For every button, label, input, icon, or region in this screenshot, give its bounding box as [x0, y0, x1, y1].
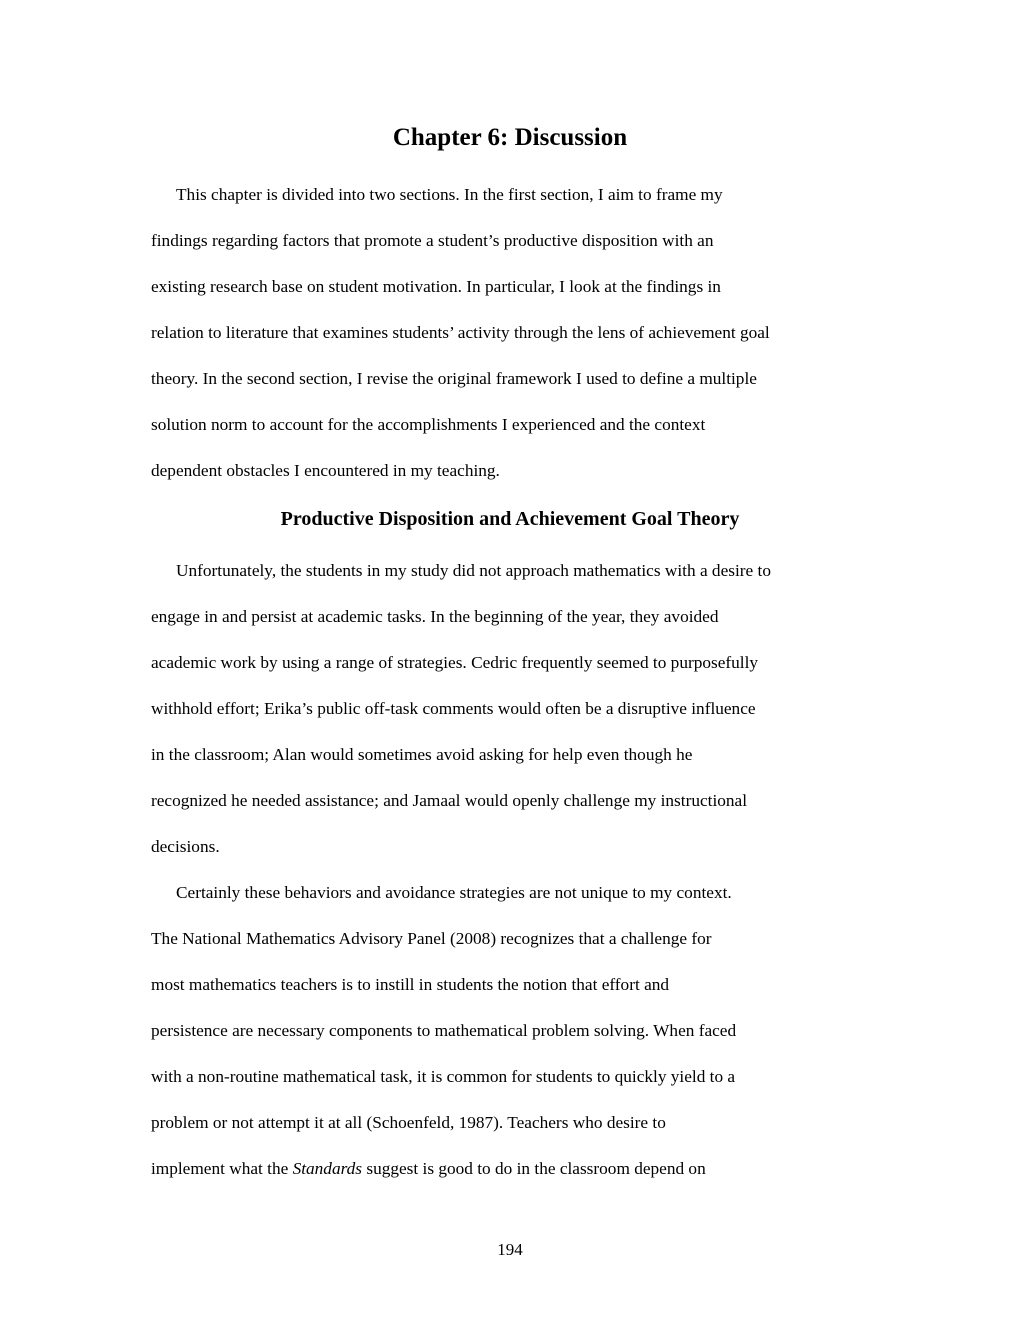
intro-line: existing research base on student motivation. In particular, I look at the findings in	[151, 277, 721, 296]
line-text: implement what the	[151, 1159, 293, 1178]
paragraph-line: with a non-routine mathematical task, it is common for students to quickly yield to a	[151, 1067, 736, 1086]
paragraph-line: academic work by using a range of strategies. Cedric frequently seemed to purposefully	[151, 653, 759, 672]
intro-line: relation to literature that examines students’ activity through the lens of achievement goal	[151, 323, 770, 342]
section-heading: Productive Disposition and Achievement Goal Theory	[280, 508, 740, 530]
paragraph-line: most mathematics teachers is to instill in students the notion that effort and	[151, 975, 670, 994]
intro-line: dependent obstacles I encountered in my teaching.	[151, 461, 500, 480]
paragraph-line: Unfortunately, the students in my study did not approach mathematics with a desire to	[176, 561, 771, 580]
paragraph-line: problem or not attempt it at all (Schoenfeld, 1987). Teachers who desire to	[151, 1113, 666, 1132]
paragraph-line: Certainly these behaviors and avoidance strategies are not unique to my context.	[176, 883, 732, 902]
page-number: 194	[497, 1240, 523, 1259]
paragraph-line: in the classroom; Alan would sometimes avoid asking for help even though he	[151, 745, 693, 764]
intro-line: findings regarding factors that promote a student’s productive disposition with an	[151, 231, 714, 250]
paragraph-line: The National Mathematics Advisory Panel (2008) recognizes that a challenge for	[151, 929, 712, 948]
line-text: suggest is good to do in the classroom depend on	[362, 1159, 706, 1178]
paragraph-line	[151, 1157, 706, 1181]
paragraph-line: withhold effort; Erika’s public off-task comments would often be a disruptive influence	[151, 699, 756, 718]
paragraph-line: recognized he needed assistance; and Jamaal would openly challenge my instructional	[151, 791, 747, 810]
italic-title: Standards	[292, 1159, 363, 1178]
intro-line: theory. In the second section, I revise the original framework I used to define a multiple	[151, 369, 757, 388]
intro-line: This chapter is divided into two sections. In the first section, I aim to frame my	[176, 185, 723, 204]
chapter-title: Chapter 6: Discussion	[392, 124, 628, 151]
intro-line: solution norm to account for the accomplishments I experienced and the context	[151, 415, 706, 434]
paragraph-line: decisions.	[151, 837, 220, 856]
paragraph-line: persistence are necessary components to mathematical problem solving. When faced	[151, 1021, 737, 1040]
paragraph-line: engage in and persist at academic tasks. In the beginning of the year, they avoided	[151, 607, 719, 626]
